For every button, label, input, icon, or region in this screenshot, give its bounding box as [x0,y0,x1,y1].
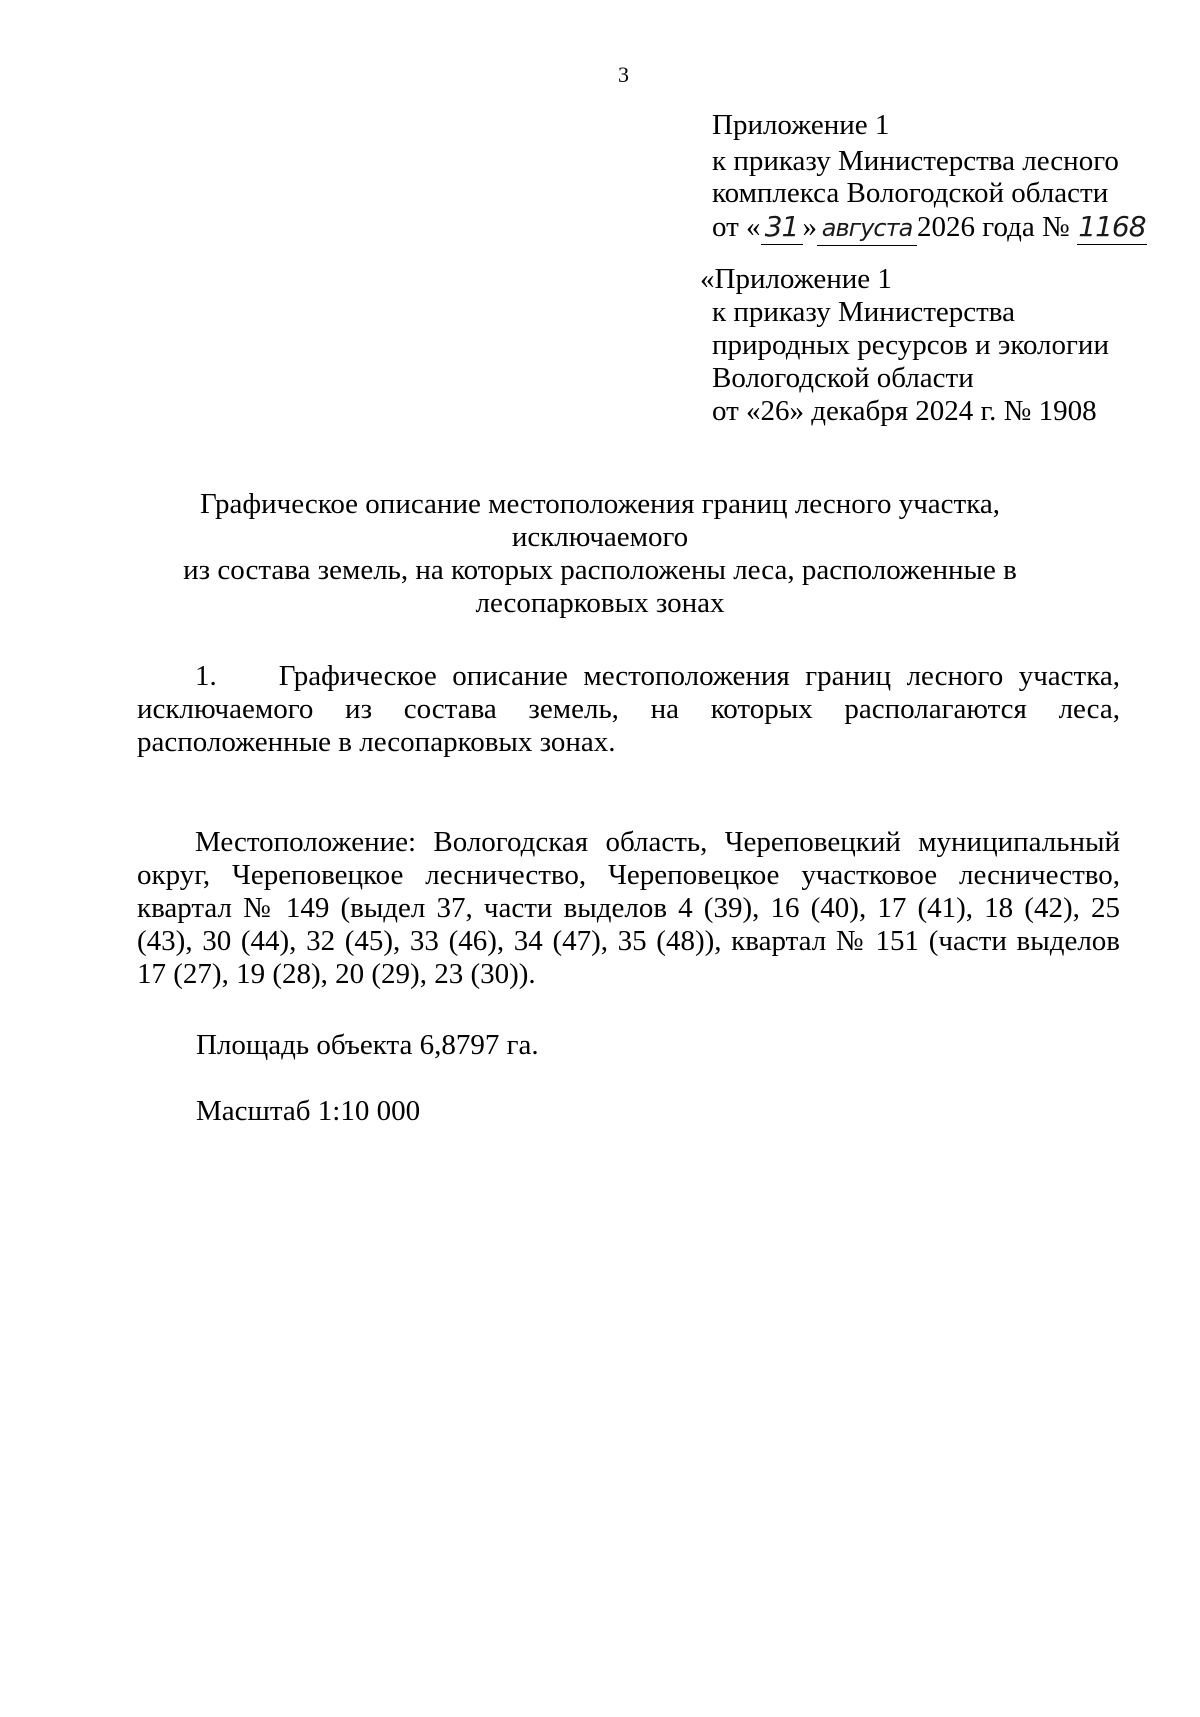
title-line-3: лесопарковых зонах [475,587,725,619]
location-row-3: квартал № 149 (выдел 37, части выделов 4 (39), 16 (40), 17 (41), 18 (42), 25 [137,892,1120,924]
original-appendix-line3: природных ресурсов и экологии [712,329,1109,361]
section-1-row-2: исключаемого из состава земель, на которых располагаются леса, [137,693,1120,725]
date-suffix: 2026 года № [917,211,1070,243]
location-paragraph [137,826,1120,991]
location-row-5: 17 (27), 19 (28), 20 (29), 23 (30)). [137,958,536,990]
appendix-region-line: комплекса Вологодской области [712,177,1109,209]
section-1-row-1: 1. Графическое описание местоположения границ лесного участка, [195,660,1120,692]
location-row-4: (43), 30 (44), 32 (45), 33 (46), 34 (47), 35 (48)), квартал № 151 (части выделов [137,925,1120,957]
handwritten-order-number: 1168 [1078,210,1146,243]
document-title [120,488,1080,620]
handwritten-month: августа [817,211,917,246]
appendix-title: Приложение 1 [712,109,890,141]
appendix-ministry-line: к приказу Министерства лесного [712,145,1119,177]
location-row-2: округ, Череповецкое лесничество, Череповецкое участковое лесничество, [137,859,1120,891]
handwritten-day: 31 [761,210,803,245]
original-appendix-date: от «26» декабря 2024 г. № 1908 [712,395,1097,427]
location-row-1: Местоположение: Вологодская область, Череповецкий муниципальный [195,826,1120,858]
area-text: Площадь объекта 6,8797 га. [196,1029,539,1061]
page-number: 3 [618,62,629,87]
title-line-2: из состава земель, на которых расположены леса, расположенные в [183,554,1017,586]
date-prefix: от « [712,211,761,243]
section-1-row-3: расположенные в лесопарковых зонах. [137,726,616,758]
appendix-date-line [712,210,1147,246]
original-appendix-line4: Вологодской области [712,362,974,394]
scale-text: Масштаб 1:10 000 [196,1095,421,1127]
original-appendix-title: «Приложение 1 [700,263,892,295]
section-1-paragraph [137,660,1120,759]
title-line-1: Графическое описание местоположения границ лесного участка, исключаемого [200,488,1000,553]
date-mid: » [802,211,818,243]
original-appendix-line2: к приказу Министерства [712,296,1015,328]
